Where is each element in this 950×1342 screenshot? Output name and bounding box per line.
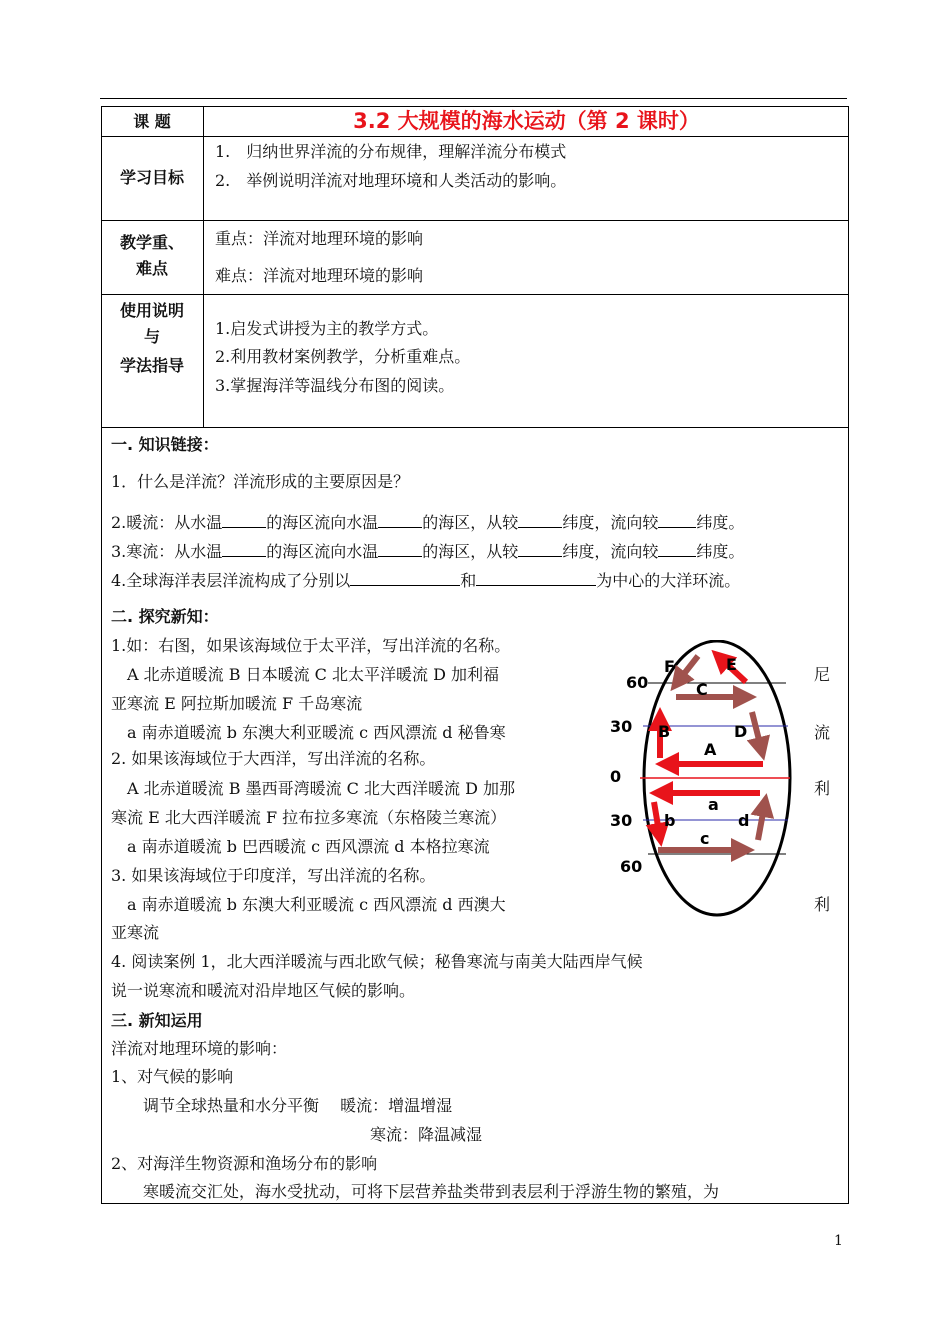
fill-blank [658,540,696,557]
current-label: A [704,740,717,759]
explore-line: a 南赤道暖流 b 巴西暖流 c 西风漂流 d 本格拉寒流 [111,837,490,856]
explore-line: 亚寒流 E 阿拉斯加暖流 F 千岛寒流 [111,694,363,713]
current-label: b [664,811,676,830]
explore-line: 亚寒流 [111,923,160,942]
usage-item: 1.启发式讲授为主的教学方式。 [215,319,439,338]
difficult-point: 难点：洋流对地理环境的影响 [215,266,424,285]
fill-blank [378,540,422,557]
wrapped-char: 利 [814,895,831,914]
page-number: 1 [834,1233,843,1249]
section2-heading: 二. 探究新知： [111,607,219,626]
row-divider [101,427,849,428]
current-label: C [696,680,708,699]
usage-item: 3.掌握海洋等温线分布图的阅读。 [215,376,455,395]
apply-line: 调节全球热量和水分平衡 暖流：增温增湿 [111,1096,453,1115]
usage-label-line1: 使用说明 [119,301,184,320]
apply-line: 寒流：降温减湿 [370,1125,483,1144]
fill-blank [476,569,596,586]
current-label: F [664,657,675,676]
current-label: d [738,811,750,830]
apply-line: 寒暖流交汇处，海水受扰动，可将下层营养盐类带到表层利于浮游生物的繁殖，为 [111,1182,720,1201]
lat-label: 30 [610,717,633,736]
goal-item: 2. 举例说明洋流对地理环境和人类活动的影响。 [215,171,567,190]
fill-blank [658,511,696,528]
explore-line: 4. 阅读案例 1，北大西洋暖流与西北欧气候；秘鲁寒流与南美大陆西岸气候 [111,952,643,971]
fill-blank [518,511,562,528]
current-label: D [734,722,748,741]
explore-line: a 南赤道暖流 b 东澳大利亚暖流 c 西风漂流 d 西澳大 [111,895,506,914]
fill-blank [518,540,562,557]
explore-line: A 北赤道暖流 B 日本暖流 C 北太平洋暖流 D 加利福 [111,665,499,684]
usage-item: 2.利用教材案例教学，分析重难点。 [215,347,471,366]
lat-label: 30 [610,811,633,830]
section1-heading: 一. 知识链接： [111,435,219,454]
key-label-line2: 难点 [135,259,168,278]
wrapped-char: 利 [814,779,831,798]
usage-label-line3: 学法指导 [119,356,184,375]
explore-line: 说一说寒流和暖流对沿岸地区气候的影响。 [111,981,416,1000]
column-divider [203,106,204,427]
current-label: B [658,722,671,741]
question-3: 3.寒流：从水温 的海区流向水温 的海区，从较 纬度，流向较 纬度。 [111,542,745,561]
current-label: E [726,655,737,674]
explore-line: 1.如：右图，如果该海域位于太平洋，写出洋流的名称。 [111,636,511,655]
row-divider [101,294,849,295]
fill-blank [222,511,266,528]
goal-item: 1. 归纳世界洋流的分布规律，理解洋流分布模式 [215,142,567,161]
current-label: c [700,829,710,848]
page-title: 3.2 大规模的海水运动（第 2 课时） [353,109,700,133]
topic-label: 课 题 [133,112,171,131]
fill-blank [378,511,422,528]
lat-label: 0 [610,767,622,786]
row-divider [101,220,849,221]
current-label: a [708,795,719,814]
wrapped-char: 尼 [814,665,831,684]
ocean-current-diagram [600,640,800,920]
fill-blank [350,569,460,586]
apply-line: 1、对气候的影响 [111,1067,234,1086]
question-2: 2.暖流：从水温 的海区流向水温 的海区，从较 纬度，流向较 纬度。 [111,513,745,532]
apply-line: 2、对海洋生物资源和渔场分布的影响 [111,1154,378,1173]
question-4: 4.全球海洋表层洋流构成了分别以 和 为中心的大洋环流。 [111,571,741,590]
section3-heading: 三. 新知运用 [111,1011,203,1030]
key-point: 重点：洋流对地理环境的影响 [215,229,424,248]
apply-line: 洋流对地理环境的影响： [111,1039,288,1058]
explore-line: 2. 如果该海域位于大西洋，写出洋流的名称。 [111,749,436,768]
explore-line: A 北赤道暖流 B 墨西哥湾暖流 C 北大西洋暖流 D 加那 [111,779,515,798]
fill-blank [222,540,266,557]
explore-line: 3. 如果该海域位于印度洋，写出洋流的名称。 [111,866,436,885]
wrapped-char: 流 [814,723,831,742]
row-divider [101,136,849,137]
lat-label: 60 [620,857,643,876]
header-rule [100,98,847,99]
explore-line: a 南赤道暖流 b 东澳大利亚暖流 c 西风漂流 d 秘鲁寒 [111,723,506,742]
key-label-line1: 教学重、 [119,233,184,252]
goals-label: 学习目标 [119,168,184,187]
usage-label-line2: 与 [143,327,160,346]
lat-label: 60 [626,673,649,692]
question-1: 1．什么是洋流？洋流形成的主要原因是？ [111,472,410,491]
explore-line: 寒流 E 北大西洋暖流 F 拉布拉多寒流（东格陵兰寒流） [111,808,507,827]
